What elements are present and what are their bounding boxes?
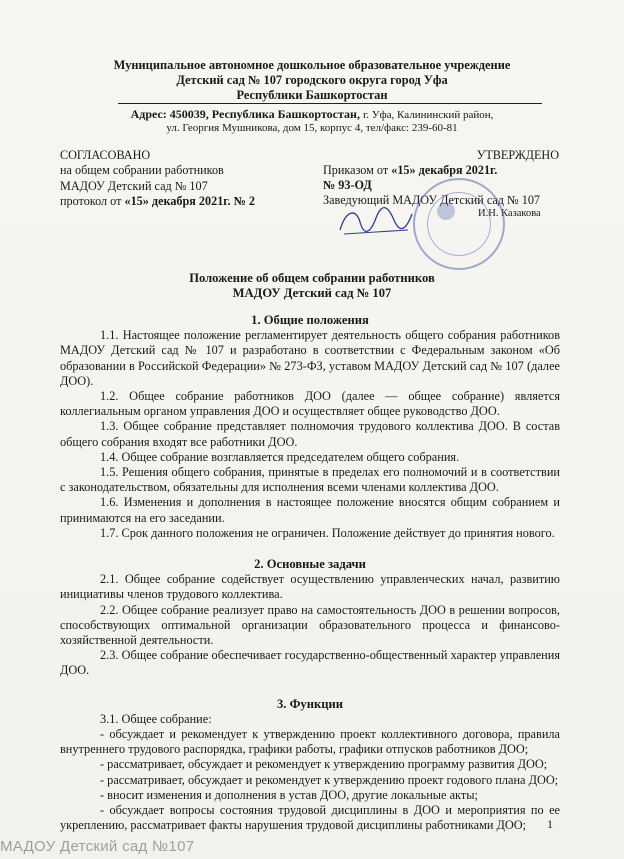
paragraph: 1.5. Решения общего собрания, принятые в пределах его полномочий и в соответствии с законодательством, обязательны для исполнения всеми членами коллектива ДОО. bbox=[60, 465, 560, 495]
list-item: - вносит изменения и дополнения в устав ДОО, другие локальные акты; bbox=[100, 787, 478, 802]
order-number: № 93-ОД bbox=[323, 178, 372, 192]
paragraph: 2.3. Общее собрание обеспечивает государственно-общественный характер управления ДОО. bbox=[60, 648, 560, 678]
head-name: И.Н. Казакова bbox=[478, 208, 541, 219]
paragraph: 3.1. Общее собрание: bbox=[100, 711, 212, 726]
section-heading: 2. Основные задачи bbox=[254, 557, 366, 572]
protocol-line: протокол от «15» декабря 2021г. № 2 bbox=[60, 194, 255, 209]
paragraph: 1.6. Изменения и дополнения в настоящее положение вносятся общим собранием и принимаются на его заседании. bbox=[60, 495, 560, 525]
address-line2: ул. Георгия Мушникова, дом 15, корпус 4, тел/факс: 239-60-81 bbox=[166, 122, 458, 134]
list-item: - обсуждает и рекомендует к утверждению проект коллективного договора, правила внутреннего трудового распорядка, графики работы, графики отпусков работников ДОО; bbox=[60, 727, 560, 757]
paragraph: 1.3. Общее собрание представляет полномочия трудового коллектива ДОО. В состав общего собрания входят все работники ДОО. bbox=[60, 419, 560, 449]
page-number: 1 bbox=[547, 817, 553, 831]
list-item: - рассматривает, обсуждает и рекомендует к утверждению проект годового плана ДОО; bbox=[100, 772, 559, 787]
paragraph: 2.1. Общее собрание содействует осуществлению управленческих начал, развитию инициативы членов трудового коллектива. bbox=[60, 572, 560, 602]
list-item: - обсуждает вопросы состояния трудовой дисциплины в ДОО и мероприятия по ее укреплению, рассматривает факты нарушения трудовой дисциплины работниками ДОО; bbox=[60, 803, 560, 833]
doc-title-line2: МАДОУ Детский сад № 107 bbox=[232, 286, 392, 300]
order-line: Приказом от «15» декабря 2021г. bbox=[323, 163, 498, 177]
list-item: - рассматривает, обсуждает и рекомендует к утверждению программу развития ДОО; bbox=[100, 757, 548, 772]
paragraph: 1.1. Настоящее положение регламентирует деятельность общего собрания работников МАДОУ Детский сад № 107 и разработано в соответствии с Федеральным законом «Об образовании в Российской Федерации» № 273-ФЗ, уставом МАДОУ Детский сад № 107 (далее ДОО). bbox=[60, 328, 560, 388]
org-name-line3: Республики Башкортостан bbox=[236, 88, 388, 102]
org-name-line1: Муниципальное автономное дошкольное образовательное учреждение bbox=[113, 58, 511, 72]
document-body bbox=[60, 313, 560, 834]
agreed-heading: СОГЛАСОВАНО bbox=[60, 148, 151, 162]
approval-left-block: СОГЛАСОВАНО на общем собрании работников МАДОУ Детский сад № 107 протокол от «15» декабря 2021г. № 2 bbox=[60, 148, 255, 209]
org-name-line2: Детский сад № 107 городского округа город Уфа bbox=[176, 73, 448, 87]
watermark-footer: МАДОУ Детский сад №107 bbox=[0, 838, 195, 855]
paragraph: 2.2. Общее собрание реализует право на самостоятельность ДОО в решении вопросов, способствующих оптимальной организации образовательного процесса и финансово-хозяйственной деятельности. bbox=[60, 602, 560, 648]
approved-heading: УТВЕРЖДЕНО bbox=[476, 148, 559, 162]
stamp-icon bbox=[413, 178, 505, 270]
paragraph: 1.4. Общее собрание возглавляется председателем общего собрания. bbox=[100, 449, 460, 464]
paragraph: 1.7. Срок данного положения не ограничен. Положение действует до принятия нового. bbox=[100, 525, 555, 540]
section-heading: 3. Функции bbox=[277, 696, 343, 711]
doc-title-line1: Положение об общем собрании работников bbox=[189, 271, 435, 285]
signature-icon bbox=[336, 200, 416, 240]
head-title: Заведующий МАДОУ Детский сад № 107 bbox=[323, 193, 541, 207]
address-line1: Адрес: 450039, Республика Башкортостан, г. Уфа, Калининский район, bbox=[130, 107, 494, 121]
header-divider bbox=[118, 103, 542, 104]
paragraph: 1.2. Общее собрание работников ДОО (далее — общее собрание) является коллегиальным органом управления ДОО и осуществляет общее руководство ДОО. bbox=[60, 389, 560, 419]
section-heading: 1. Общие положения bbox=[251, 313, 369, 327]
